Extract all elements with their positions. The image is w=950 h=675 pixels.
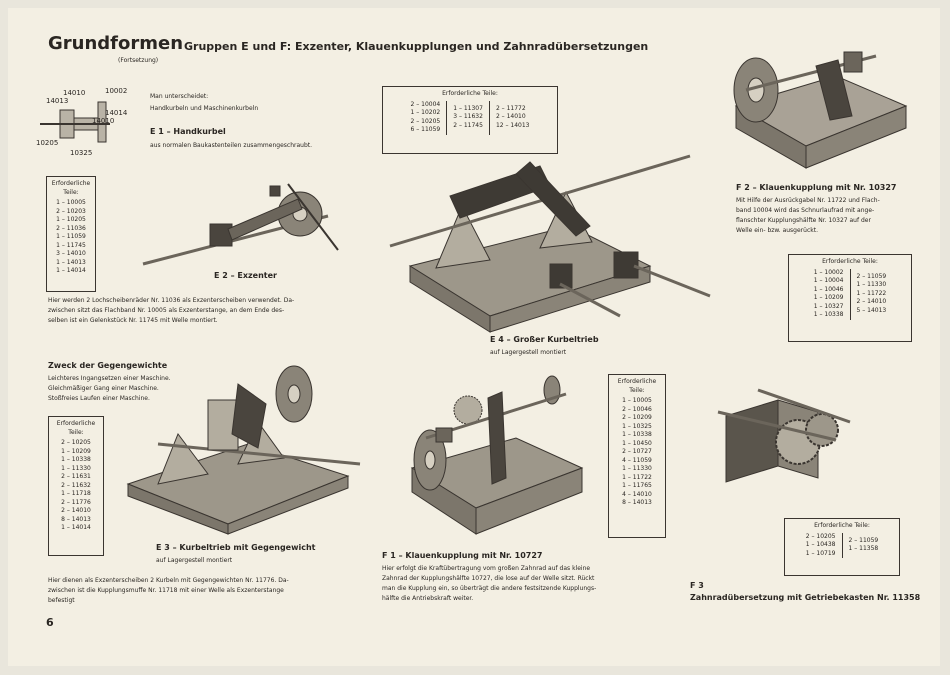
parts-item: 1 – 11330 — [61, 464, 91, 472]
parts-item: 1 – 10205 — [56, 216, 86, 223]
zweck-title: Zweck der Gegengewichte — [48, 361, 168, 370]
parts-title: Erforderliche Teile: — [442, 90, 498, 97]
detail-label: 14010 — [63, 89, 86, 97]
detail-label: 14013 — [46, 97, 69, 105]
parts-item: 1 – 14013 — [56, 258, 86, 266]
e1-title: E 1 – Handkurbel — [150, 127, 226, 136]
e1-desc: aus normalen Baukastenteilen zusammengeschraubt. — [150, 142, 313, 149]
parts-item: 1 – 10338 — [622, 431, 652, 438]
e3-counterweight-drawing — [118, 364, 368, 536]
e3-sub: auf Lagergestell montiert — [156, 557, 233, 564]
parts-item: 2 – 14010 — [495, 113, 526, 121]
parts-item: 1 – 10338 — [813, 311, 844, 318]
parts-title: Teile: — [68, 428, 84, 436]
parts-item: 1 – 11358 — [848, 545, 879, 553]
page-number: 6 — [46, 616, 54, 629]
detail-label: 14010 — [92, 117, 115, 125]
f3-title: Zahnradübersetzung mit Getriebekasten Nr. 11358 — [690, 593, 921, 602]
e2-text: zwischen sitzt das Flachband Nr. 10005 als Exzenterstange, an dem Ende des- — [48, 307, 285, 314]
parts-item: 1 – 10002 — [813, 268, 844, 276]
parts-item: 2 – 10205 — [61, 439, 91, 446]
parts-list — [49, 439, 103, 533]
parts-title: Erforderliche Teile: — [814, 522, 870, 529]
parts-item: 8 – 14013 — [622, 499, 652, 506]
parts-item: 2 – 10205 — [805, 532, 836, 540]
f2-claw-coupling-drawing — [726, 46, 916, 170]
parts-item: 2 – 11059 — [856, 272, 887, 280]
parts-item: 1 – 11722 — [622, 473, 652, 481]
parts-item: 1 – 10005 — [56, 199, 86, 206]
parts-item: 2 – 11059 — [848, 536, 879, 544]
parts-item: 1 – 11765 — [622, 482, 652, 489]
zweck-line: Stoßfreies Laufen einer Maschine. — [48, 395, 150, 402]
parts-item: 1 – 10004 — [813, 277, 844, 284]
e3-text: zwischen ist die Kupplungsmuffe Nr. 11718 mit einer Welle als Exzenterstange — [48, 587, 284, 594]
parts-item: 1 – 11722 — [856, 289, 887, 297]
parts-item: 2 – 11036 — [56, 224, 86, 232]
parts-box-e2 — [46, 176, 96, 292]
parts-item: 6 – 11059 — [410, 126, 441, 133]
zweck-line: Leichteres Ingangsetzen einer Maschine. — [48, 375, 171, 382]
parts-column — [447, 101, 490, 135]
parts-list — [47, 199, 95, 276]
parts-column — [800, 533, 842, 559]
parts-item: 1 – 11330 — [856, 281, 887, 289]
parts-item: 1 – 10438 — [805, 541, 836, 548]
parts-item: 1 – 11718 — [61, 490, 91, 497]
parts-item: 3 – 14010 — [56, 250, 86, 257]
f1-text: Hier erfolgt die Kraftübertragung vom großen Zahnrad auf das kleine — [382, 565, 591, 572]
f1-claw-coupling-drawing — [406, 368, 590, 538]
parts-item: 2 – 10046 — [622, 405, 652, 413]
parts-item: 2 – 10209 — [622, 414, 652, 421]
parts-title: Erforderliche Teile: — [822, 258, 878, 265]
parts-table — [800, 533, 884, 559]
parts-box-e4 — [382, 86, 558, 154]
parts-item: 2 – 11776 — [61, 498, 91, 506]
page-title: Grundformen — [48, 33, 184, 54]
zweck-line: Gleichmäßiger Gang einer Maschine. — [48, 385, 159, 392]
f2-text: flanschter Kupplungshälfte Nr. 10327 auf der — [736, 217, 871, 224]
parts-item: 3 – 11632 — [453, 113, 483, 121]
parts-item: 1 – 11330 — [622, 465, 652, 472]
page-subtitle: (Fortsetzung) — [118, 57, 159, 64]
parts-item: 2 – 11632 — [61, 481, 91, 489]
parts-item: 1 – 11307 — [453, 104, 483, 112]
parts-item: 8 – 14013 — [61, 515, 91, 523]
f1-text: hälfte die Antriebskraft weiter. — [382, 595, 474, 602]
f2-text: band 10004 wird das Schnurlaufrad mit ange- — [736, 207, 875, 214]
parts-title: Teile: — [63, 188, 79, 196]
e4-sub: auf Lagergestell montiert — [490, 349, 567, 356]
parts-item: 4 – 14010 — [622, 490, 652, 498]
f3-label: F 3 — [690, 581, 704, 590]
section-title: Gruppen E und F: Exzenter, Klauenkupplungen und Zahnradübersetzungen — [184, 40, 649, 53]
parts-item: 1 – 14014 — [61, 524, 91, 531]
parts-item: 2 – 10004 — [410, 100, 441, 108]
parts-title: Erforderliche — [56, 420, 96, 427]
intro-line: Man unterscheidet: — [150, 93, 209, 100]
detail-label: 10205 — [36, 139, 59, 147]
parts-item: 1 – 11059 — [56, 233, 86, 240]
parts-item: 2 – 14010 — [856, 298, 887, 306]
parts-box-e3 — [48, 416, 104, 556]
detail-label: 10002 — [105, 87, 128, 95]
parts-item: 2 – 10203 — [56, 207, 86, 215]
parts-column — [405, 101, 447, 135]
e3-title: E 3 – Kurbeltrieb mit Gegengewicht — [156, 543, 316, 552]
parts-item: 2 – 14010 — [61, 507, 91, 514]
parts-item: 2 – 10727 — [622, 448, 652, 455]
parts-item: 5 – 14013 — [856, 306, 887, 314]
parts-item: 1 – 10719 — [805, 549, 836, 557]
f2-text: Welle ein- bzw. ausgerückt. — [736, 227, 818, 234]
f2-title: F 2 – Klauenkupplung mit Nr. 10327 — [736, 183, 897, 192]
e2-text: selben ist ein Gelenkstück Nr. 11745 mit Welle montiert. — [48, 317, 218, 324]
parts-table — [405, 101, 536, 135]
parts-item: 1 – 10450 — [622, 439, 652, 447]
parts-item: 1 – 10046 — [813, 285, 844, 293]
parts-item: 2 – 11772 — [495, 104, 526, 112]
catalog-page — [8, 8, 940, 666]
detail-label: 14014 — [105, 109, 128, 117]
parts-box-f1 — [608, 374, 666, 538]
parts-item: 12 – 14013 — [495, 121, 530, 129]
e2-title: E 2 – Exzenter — [214, 271, 277, 280]
detail-label: 10325 — [70, 149, 93, 157]
e3-text: befestigt — [48, 597, 75, 604]
parts-item: 1 – 10325 — [622, 422, 652, 430]
parts-table — [808, 269, 892, 320]
parts-box-f2 — [788, 254, 912, 342]
intro-line: Handkurbeln und Maschinenkurbeln — [150, 105, 259, 112]
parts-item: 1 – 10338 — [61, 456, 91, 463]
e4-crank-drive-drawing — [390, 156, 720, 334]
f1-text: Zahnrad der Kupplungshälfte 10727, die lose auf der Welle sitzt. Rückt — [382, 575, 595, 582]
parts-item: 1 – 10005 — [622, 397, 652, 404]
parts-item: 1 – 14014 — [56, 267, 86, 274]
parts-column — [842, 533, 884, 559]
parts-column — [808, 269, 850, 320]
parts-item: 2 – 11745 — [453, 121, 483, 129]
parts-item: 2 – 10205 — [410, 117, 441, 125]
parts-item: 1 – 10209 — [813, 294, 844, 301]
f2-text: Mit Hilfe der Ausrückgabel Nr. 11722 und Flach- — [736, 197, 880, 204]
parts-column — [489, 101, 535, 135]
e2-text: Hier werden 2 Lochscheibenräder Nr. 11036 als Exzenterscheiben verwendet. Da- — [48, 297, 295, 304]
parts-item: 1 – 10327 — [813, 302, 844, 310]
parts-item: 2 – 11631 — [61, 473, 91, 480]
f3-gearbox-drawing — [718, 386, 858, 496]
e3-text: Hier dienen als Exzenterscheiben 2 Kurbeln mit Gegengewichten Nr. 11776. Da- — [48, 577, 289, 584]
parts-item: 1 – 11745 — [56, 241, 86, 249]
e2-eccentric-drawing — [138, 174, 348, 274]
parts-column — [850, 269, 892, 320]
f1-title: F 1 – Klauenkupplung mit Nr. 10727 — [382, 551, 543, 560]
parts-item: 1 – 10209 — [61, 447, 91, 455]
parts-title: Erforderliche — [51, 180, 91, 187]
f1-text: man die Kupplung ein, so überträgt die andere festsitzende Kupplungs- — [382, 585, 597, 592]
parts-list — [609, 397, 665, 508]
parts-box-f3 — [784, 518, 900, 576]
parts-item: 4 – 11059 — [622, 456, 652, 464]
parts-item: 1 – 10202 — [410, 109, 441, 116]
parts-title: Erforderliche — [617, 378, 657, 385]
e4-title: E 4 – Großer Kurbeltrieb — [490, 335, 599, 344]
parts-title: Teile: — [629, 386, 645, 394]
